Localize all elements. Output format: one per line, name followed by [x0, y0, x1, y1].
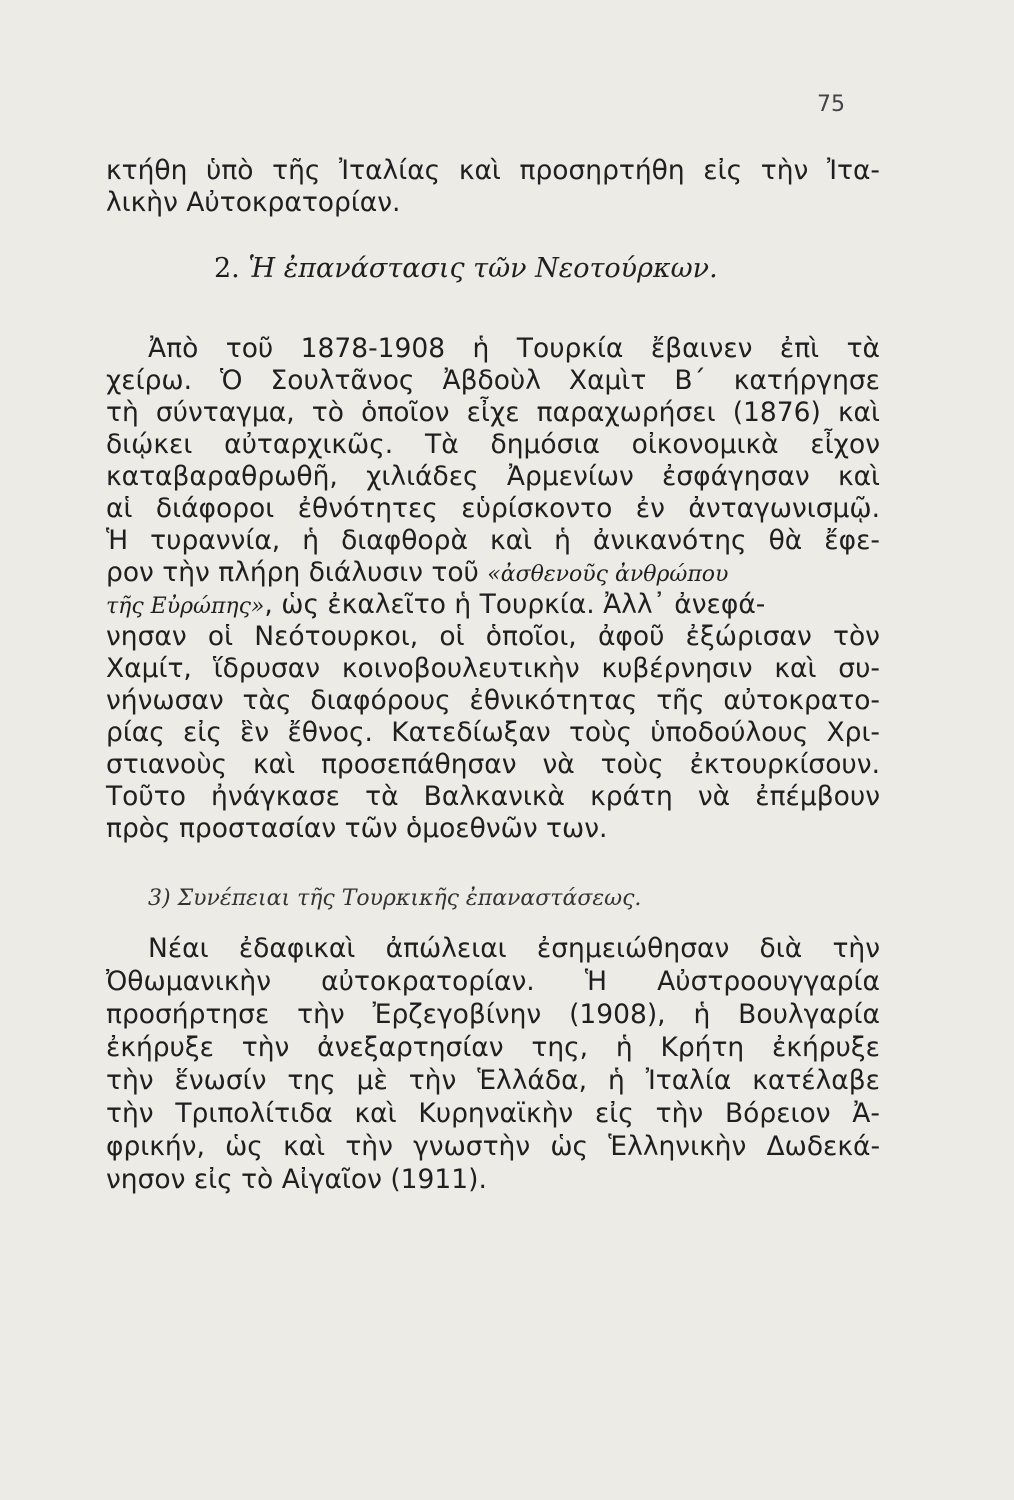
paragraph-line: φρικήν, ὡς καὶ τὴν γνωστὴν ὡς Ἑλληνικὴν Δωδεκά-	[106, 1131, 880, 1162]
paragraph-line: ρίας εἰς ἓν ἔθνος. Κατεδίωξαν τοὺς ὑποδούλους Χρι-	[106, 717, 880, 748]
paragraph-line: νησον εἰς τὸ Αἰγαῖον (1911).	[106, 1164, 487, 1195]
paragraph-line: Νέαι ἐδαφικαὶ ἀπώλειαι ἐσημειώθησαν διὰ τὴν	[148, 933, 880, 964]
paragraph-line: αἱ διάφοροι ἐθνότητες εὑρίσκοντο ἐν ἀνταγωνισμῷ.	[106, 493, 880, 524]
line-text: , ὡς ἐκαλεῖτο ἡ Τουρκία. Ἀλλ᾽ ἀνεφά-	[264, 589, 766, 620]
paragraph-line: διῴκει αὐταρχικῶς. Τὰ δημόσια οἰκονομικὰ εἶχον	[106, 429, 880, 460]
paragraph-line: νησαν οἱ Νεότουρκοι, οἱ ὁποῖοι, ἀφοῦ ἐξώρισαν τὸν	[106, 621, 880, 652]
paragraph-line	[106, 557, 880, 591]
quotation: «ἀσθενοῦς ἀνθρώπου	[487, 562, 729, 587]
section-number: 2.	[214, 253, 240, 284]
paragraph-line: Ἀπὸ τοῦ 1878-1908 ἡ Τουρκία ἔβαινεν ἐπὶ τὰ	[148, 333, 880, 364]
section-title: Ἡ ἐπανάστασις τῶν Νεοτούρκων.	[248, 253, 718, 284]
intro-line: λικὴν Αὐτοκρατορίαν.	[106, 187, 401, 218]
paragraph-line: Χαμίτ, ἵδρυσαν κοινοβουλευτικὴν κυβέρνησιν καὶ συ-	[106, 653, 880, 684]
intro-line: κτήθη ὑπὸ τῆς Ἰταλίας καὶ προσηρτήθη εἰς τὴν Ἰτα-	[106, 155, 880, 186]
paragraph-line: Ἡ τυραννία, ἡ διαφθορὰ καὶ ἡ ἀνικανότης θὰ ἔφε-	[106, 525, 880, 556]
paragraph-line: προσήρτησε τὴν Ἐρζεγοβίνην (1908), ἡ Βουλγαρία	[106, 999, 880, 1030]
paragraph-line	[106, 589, 880, 623]
paragraph-line: καταβαραθρωθῆ, χιλιάδες Ἀρμενίων ἐσφάγησαν καὶ	[106, 461, 880, 492]
page-number: 75	[817, 92, 845, 117]
paragraph-line: τὴν ἕνωσίν της μὲ τὴν Ἑλλάδα, ἡ Ἰταλία κατέλαβε	[106, 1065, 880, 1096]
paragraph-line: νήνωσαν τὰς διαφόρους ἐθνικότητας τῆς αὐτοκρατο-	[106, 685, 880, 716]
paragraph-line: πρὸς προστασίαν τῶν ὁμοεθνῶν των.	[106, 813, 608, 844]
paragraph-line: Τοῦτο ἠνάγκασε τὰ Βαλκανικὰ κράτη νὰ ἐπέμβουν	[106, 781, 880, 812]
paragraph-line: ἐκήρυξε τὴν ἀνεξαρτησίαν της, ἡ Κρήτη ἐκήρυξε	[106, 1032, 880, 1063]
paragraph-line: Ὀθωμανικὴν αὐτοκρατορίαν. Ἡ Αὐστροουγγαρία	[106, 966, 880, 997]
paragraph-line: στιανοὺς καὶ προσεπάθησαν νὰ τοὺς ἐκτουρκίσουν.	[106, 749, 880, 780]
section-heading	[214, 253, 718, 284]
subsection-heading	[148, 886, 641, 911]
subsection-number: 3)	[148, 886, 171, 911]
quotation: τῆς Εὐρώπης»	[106, 594, 265, 619]
line-text: ρον τὴν πλήρη διάλυσιν τοῦ	[106, 557, 488, 588]
paragraph-line: τὴ σύνταγμα, τὸ ὁποῖον εἶχε παραχωρήσει (1876) καὶ	[106, 397, 880, 428]
paragraph-line: τὴν Τριπολίτιδα καὶ Κυρηναϊκὴν εἰς τὴν Βόρειον Ἀ-	[106, 1098, 880, 1129]
subsection-title: Συνέπειαι τῆς Τουρκικῆς ἐπαναστάσεως.	[177, 886, 642, 911]
paragraph-line: χείρω. Ὁ Σουλτᾶνος Ἀβδοὺλ Χαμὶτ Β΄ κατήργησε	[106, 365, 880, 396]
